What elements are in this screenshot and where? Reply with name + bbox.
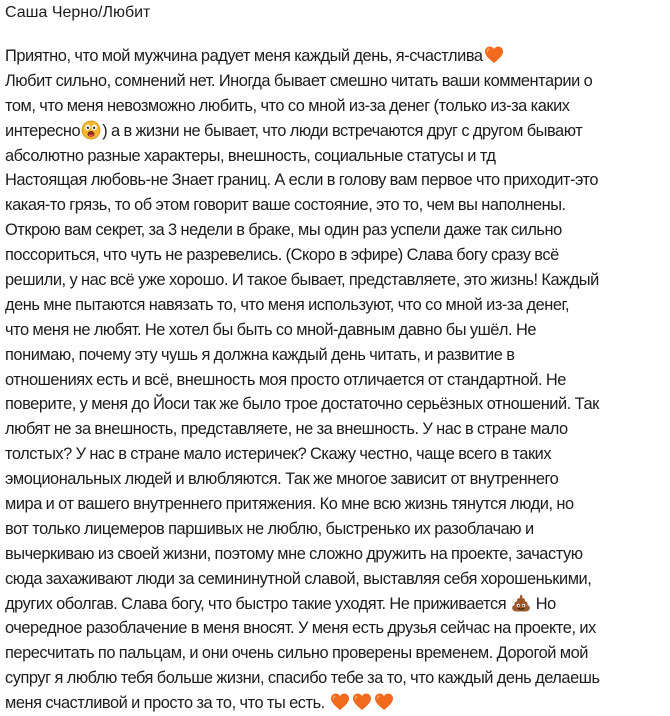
- body-line: вот только лицемеров паршивых не люблю, быстренько их разоблачаю и: [5, 519, 534, 538]
- body-line: отношениях есть и всё, внешность моя просто отличается от стандартной. Не: [5, 370, 566, 389]
- body-line: Настоящая любовь-не Знает границ. А если в голову вам первое что приходит-это: [5, 171, 599, 190]
- body-line: Открою вам секрет, за 3 недели в браке, мы один раз успели даже так сильно: [5, 221, 562, 240]
- body-line: том, что меня невозможно любить, что со мной из-за денег (только из-за каких: [5, 96, 570, 115]
- post-title: Саша Черно/Любит: [5, 4, 151, 21]
- line-text: интересно: [5, 121, 81, 140]
- body-line: [5, 44, 670, 69]
- body-line: вычеркиваю из своей жизни, поэтому мне сложно дружить на проекте, зачастую: [5, 544, 583, 563]
- post-body: [5, 44, 670, 716]
- body-line: понимаю, почему эту чушь я должна каждый день читать, и развитие в: [5, 345, 515, 364]
- body-line: эмоциональных людей и влюбляются. Так же многое зависит от внутреннего: [5, 470, 559, 489]
- body-line: день мне пытаются навязать то, что меня используют, что со мной из-за денег,: [5, 295, 570, 314]
- line-text: Но: [531, 594, 556, 613]
- body-line: решили, у нас всё уже хорошо. И такое бывает, представляете, это жизнь! Каждый: [5, 271, 599, 290]
- body-line: [5, 691, 670, 716]
- body-line: какая-то грязь, то об этом говорит ваше состояние, это то, чем вы наполнены.: [5, 196, 566, 215]
- orange-heart-icon: [352, 692, 372, 712]
- pile-of-poo-icon: [511, 593, 531, 613]
- body-line: Любит сильно, сомнений нет. Иногда бывает смешно читать ваши комментарии о: [5, 71, 593, 90]
- orange-heart-icon: [374, 692, 394, 712]
- body-line: очередное разоблачение в меня вносят. У меня есть друзья сейчас на проекте, их: [5, 619, 596, 638]
- body-line: мира и от вашего внутреннего притяжения. Ко мне всю жизнь тянутся люди, но: [5, 495, 574, 514]
- body-line: поссориться, что чуть не разревелись. (Скоро в эфире) Слава богу сразу всё: [5, 246, 559, 265]
- body-line: супруг я люблю тебя больше жизни, спасибо тебе за то, что каждый день делаешь: [5, 669, 600, 688]
- body-line: что меня не любят. Не хотел бы быть со мной-давным давно бы ушёл. Не: [5, 320, 537, 339]
- body-line: поверите, у меня до Йоси так же было трое достаточно серьёзных отношений. Так: [5, 395, 599, 414]
- body-line: пересчитать по пальцам, и они очень сильно проверены временем. Дорогой мой: [5, 644, 588, 663]
- body-line: сюда захаживают люди за семининутной славой, выставляя себя хорошенькими,: [5, 569, 592, 588]
- body-line: [5, 592, 670, 617]
- orange-heart-icon: [484, 45, 504, 65]
- orange-heart-icon: [330, 692, 350, 712]
- line-text: Приятно, что мой мужчина радует меня каждый день, я-счастлива: [5, 47, 483, 65]
- body-line: толстых? У нас в стране мало истеричек? Скажу честно, чаще всего в таких: [5, 445, 552, 464]
- line-text: ) а в жизни не бывает, что люди встречаются друг с другом бывают: [102, 121, 583, 140]
- line-text: других оболгав. Слава богу, что быстро такие уходят. Не приживается: [5, 594, 510, 613]
- line-text: меня счастливой и просто за то, что ты есть.: [5, 694, 329, 713]
- body-line: любят не за внешность, представляете, не за внешность. У нас в стране мало: [5, 420, 568, 439]
- body-line: абсолютно разные характеры, внешность, социальные статусы и тд: [5, 146, 496, 165]
- astonished-face-icon: [81, 120, 101, 140]
- body-line: [5, 119, 670, 144]
